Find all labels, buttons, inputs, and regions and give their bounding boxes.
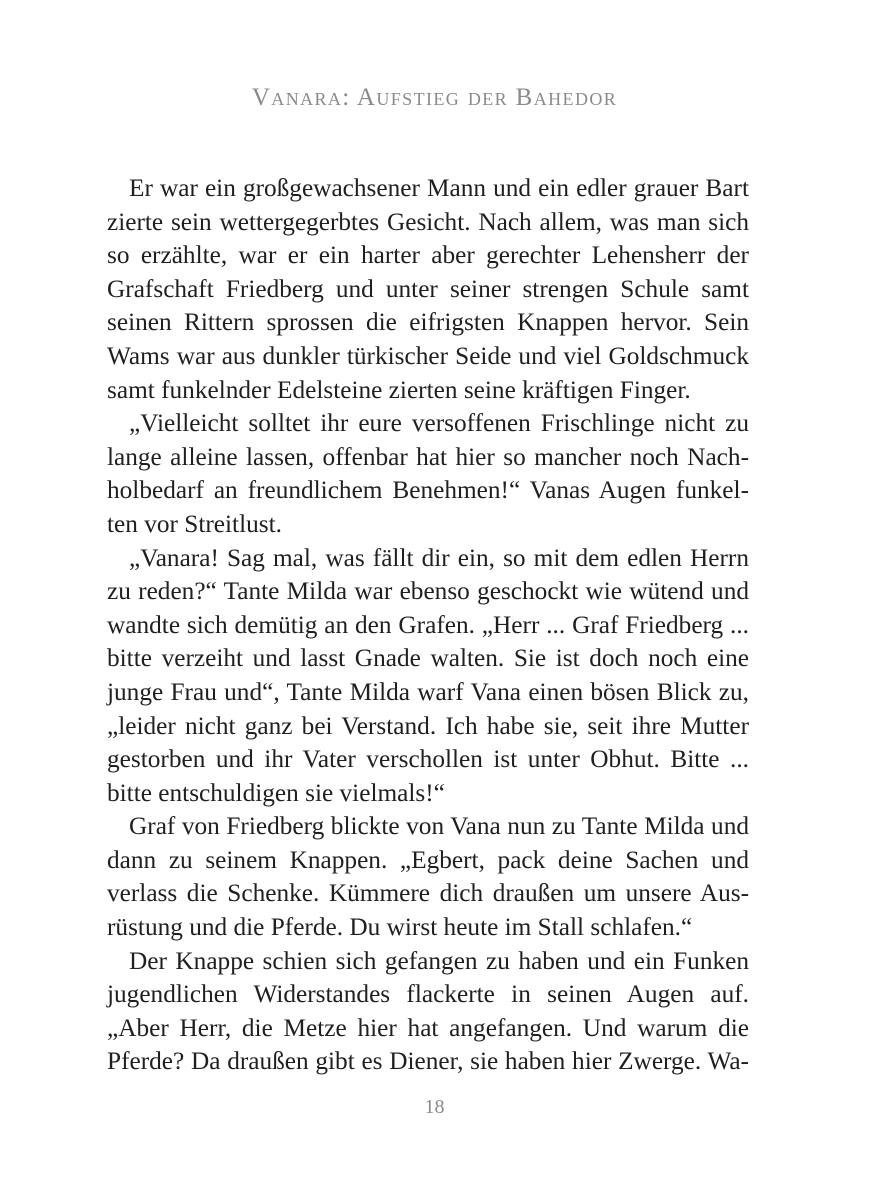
paragraph-5: Der Knappe schien sich gefangen zu haben und ein Funken jugendlichen Widerstandes flackerte in seinen Augen auf. „Aber Herr, die Metze hier hat angefangen. Und warum die Pferde? Da draußen gibt es Diener, sie haben hier Zwerge. Wa- [107,946,749,1076]
paragraph-2: „Vielleicht solltet ihr eure versoffenen Frischlinge nicht zu lange alleine lassen, offenbar hat hier so mancher noch Nachholbedarf an freundlichem Benehmen!“ Vanas Augen funkelten vor Streitlust. [107,409,749,538]
running-header-title: Vanara: Aufstieg der Bahedor [251,84,618,111]
paragraph-1: Er war ein großgewachsener Mann und ein edler grauer Bart zierte sein wettergegerbtes Gesicht. Nach allem, was man sich so erzählte, war er ein harter aber gerechter Lehensherr der Grafschaft Friedberg und unter seiner strengen Schule samt seinen Rittern sprossen die eifrigsten Knappen hervor. Sein Wams war aus dunkler türkischer Seide und viel Goldschmuck samt funkelnder Edelsteine zierten seine kräftigen Finger. [107,174,749,404]
paragraph-3: „Vanara! Sag mal, was fällt dir ein, so mit dem edlen Herrn zu reden?“ Tante Milda war ebenso geschockt wie wütend und wandte sich demütig an den Grafen. „Herr ... Graf Friedberg ... bitte verzeiht und lasst Gnade walten. Sie ist doch noch eine junge Frau und“, Tante Milda warf Vana einen bösen Blick zu, „leider nicht ganz bei Verstand. Ich habe sie, seit ihre Mutter gestorben und ihr Vater verschollen ist unter Obhut. Bitte ... bitte entschuldigen sie vielmals!“ [107,543,749,807]
body-text [107,172,749,1079]
paragraph-4: Graf von Friedberg blickte von Vana nun zu Tante Milda und dann zu seinem Knappen. „Egbert, pack deine Sachen und verlass die Schenke. Kümmere dich draußen um unsere Ausrüstung und die Pferde. Du wirst heute im Stall schlafen.“ [107,812,749,942]
page-number: 18 [424,1096,445,1118]
